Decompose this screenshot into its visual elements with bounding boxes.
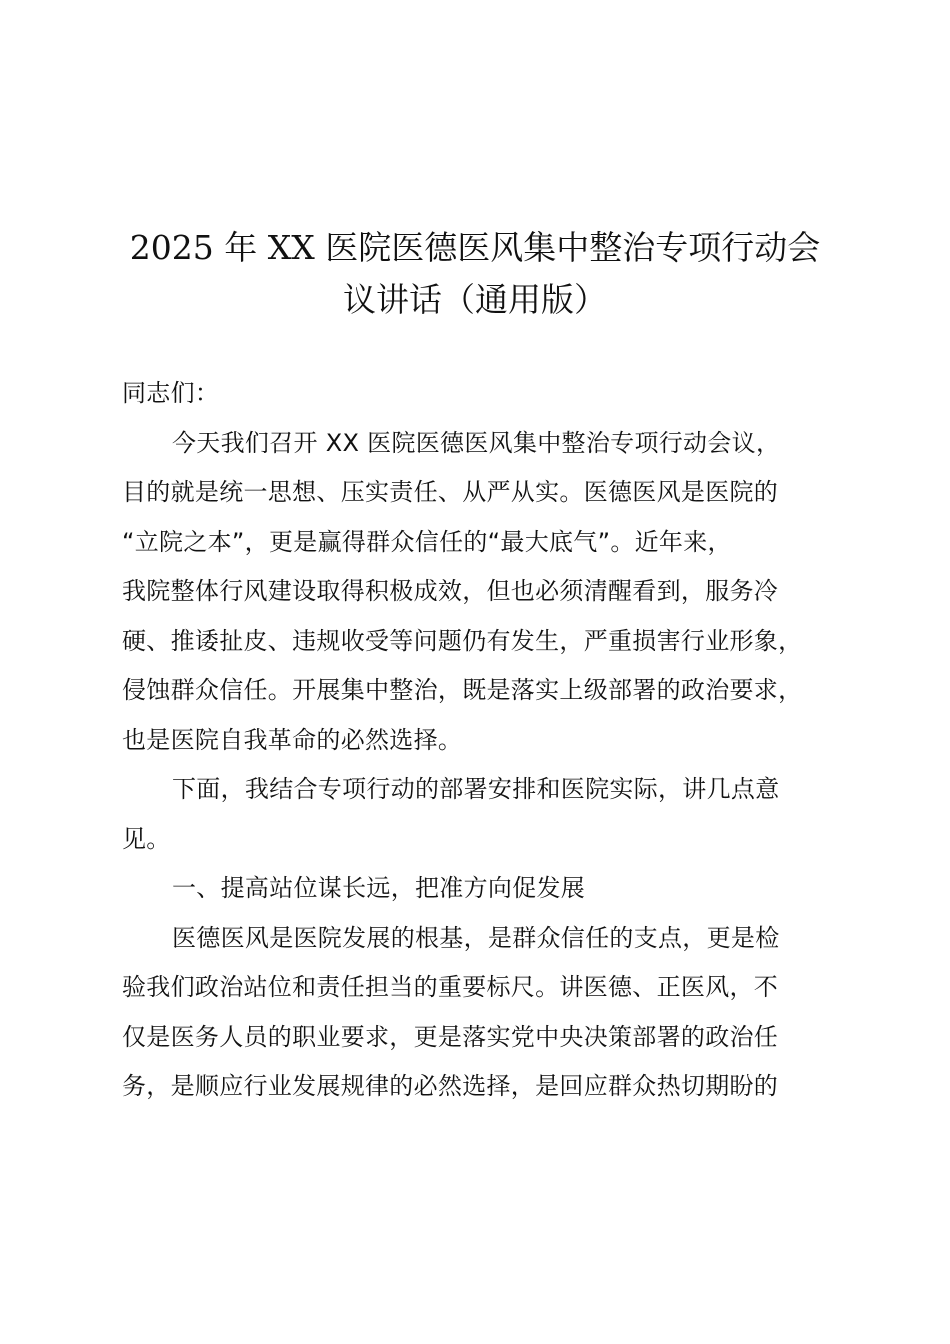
body-line: 仅是医务人员的职业要求，更是落实党中央决策部署的政治任 [122, 1022, 779, 1051]
body-line: 同志们： [122, 379, 220, 407]
body-line: 目的就是统一思想、压实责任、从严从实。医德医风是医院的 [122, 478, 779, 506]
body-line: 也是医院自我革命的必然选择。 [122, 725, 463, 754]
body-line: 我院整体行风建设取得积极成效，但也必须清醒看到，服务冷 [122, 577, 779, 605]
document-body [122, 369, 834, 1112]
body-line: 医德医风是医院发展的根基，是群众信任的支点，更是检 [172, 923, 780, 952]
title-line-2: 议讲话（通用版） [343, 280, 607, 319]
body-line: “立院之本”，更是赢得群众信任的“最大底气”。近年来， [122, 527, 732, 556]
body-line: 一、提高站位谋长远，把准方向促发展 [172, 874, 586, 902]
body-line: 验我们政治站位和责任担当的重要标尺。讲医德、正医风，不 [122, 973, 779, 1001]
body-line: 务，是顺应行业发展规律的必然选择，是回应群众热切期盼的 [122, 1072, 779, 1100]
body-line: 见。 [122, 824, 171, 853]
title-line-1: 2025 年 XX 医院医德医风集中整治专项行动会 [129, 228, 821, 267]
body-line: 今天我们召开 XX 医院医德医风集中整治专项行动会议， [172, 428, 781, 457]
document-title [95, 222, 855, 326]
body-line: 侵蚀群众信任。开展集中整治，既是落实上级部署的政治要求， [122, 676, 803, 704]
body-line: 下面，我结合专项行动的部署安排和医院实际，讲几点意 [172, 775, 780, 803]
body-line: 硬、推诿扯皮、违规收受等问题仍有发生，严重损害行业形象， [122, 626, 803, 655]
